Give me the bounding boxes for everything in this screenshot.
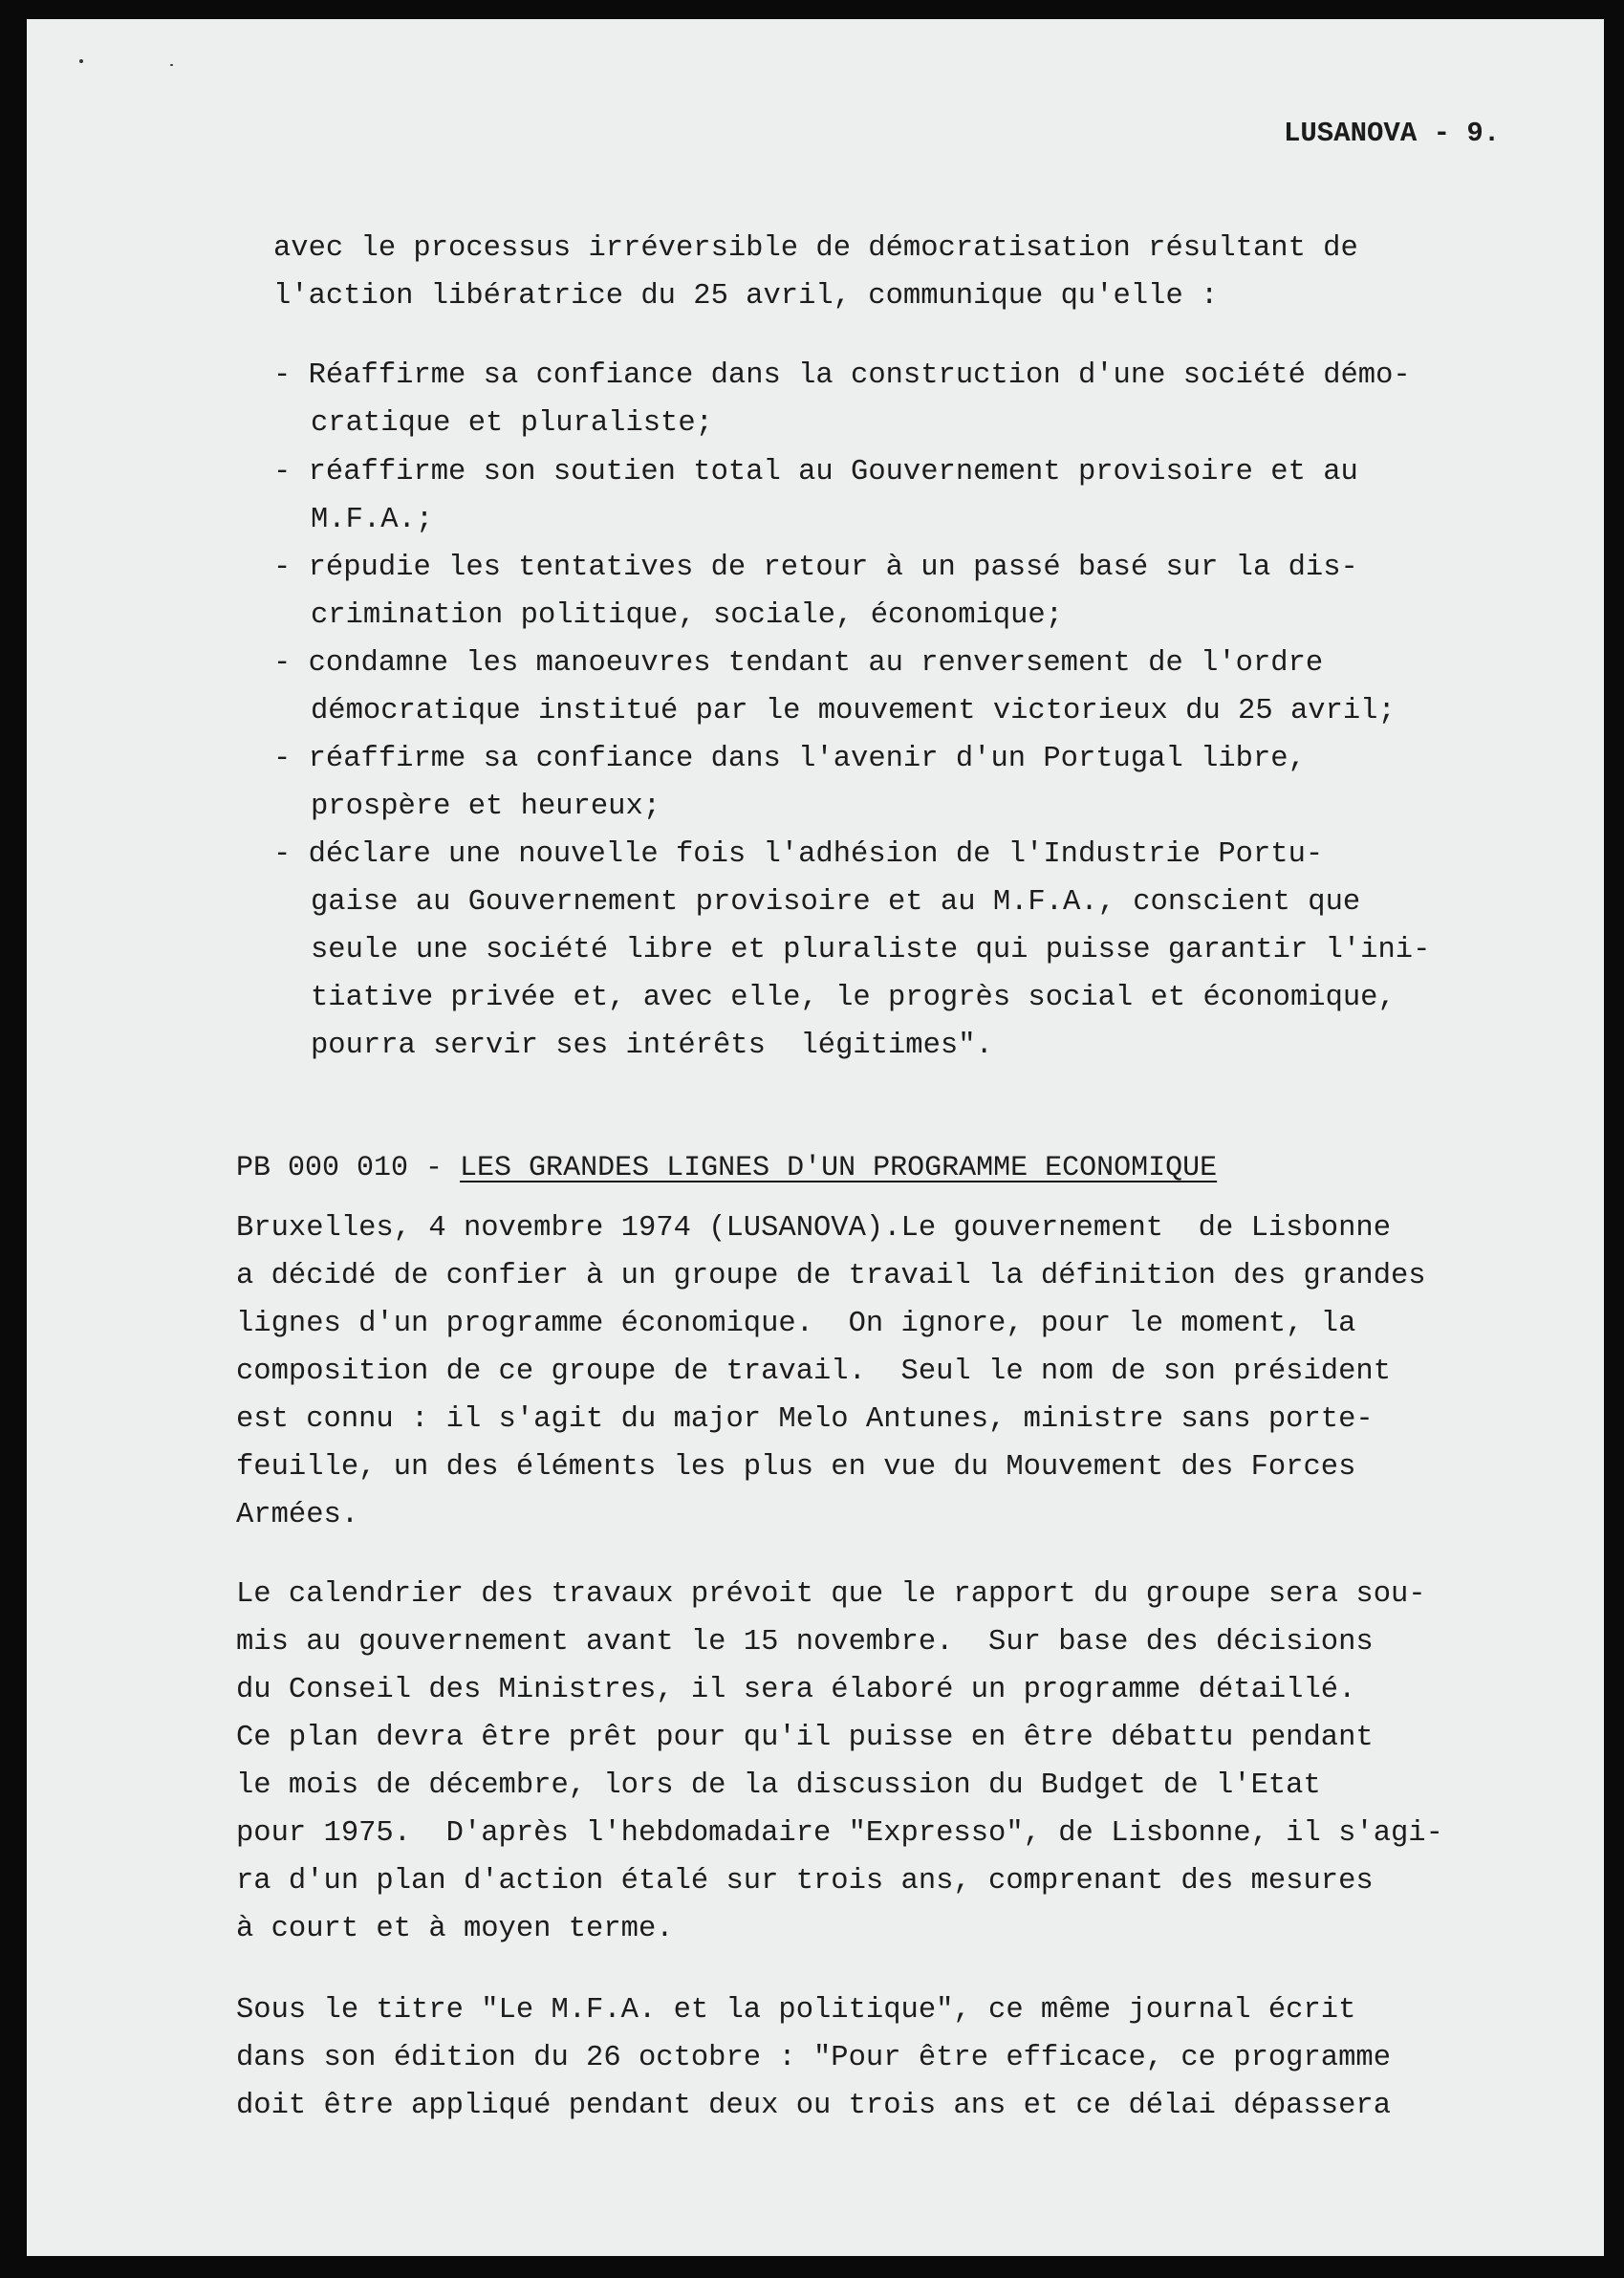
paragraph-line: a décidé de confier à un groupe de travail la définition des grandes <box>236 1260 1426 1292</box>
paper-speck <box>170 64 173 66</box>
bullet-text: condamne les manoeuvres tendant au renversement de l'ordre <box>308 647 1324 680</box>
paragraph-line: Le calendrier des travaux prévoit que le rapport du groupe sera sou- <box>236 1578 1426 1611</box>
bullet-item-2 <box>273 458 1358 488</box>
bullet-continuation: prospère et heureux; <box>311 791 661 823</box>
bullet-continuation: cratique et pluraliste; <box>311 407 713 440</box>
paragraph-line: ra d'un plan d'action étalé sur trois ans, comprenant des mesures <box>236 1865 1374 1898</box>
bullet-continuation: M.F.A.; <box>311 504 434 536</box>
bullet-item-3 <box>273 553 1358 583</box>
bullet-item-4 <box>273 649 1323 679</box>
bullet-marker: - <box>273 552 292 584</box>
intro-line: l'action libératrice du 25 avril, communique qu'elle : <box>273 280 1219 313</box>
paragraph-line: mis au gouvernement avant le 15 novembre. Sur base des décisions <box>236 1626 1374 1659</box>
paragraph-line: Sous le titre "Le M.F.A. et la politique", ce même journal écrit <box>236 1994 1356 2027</box>
bullet-continuation: gaise au Gouvernement provisoire et au M.F.A., conscient que <box>311 886 1361 919</box>
bullet-text: réaffirme sa confiance dans l'avenir d'un Portugal libre, <box>308 743 1306 775</box>
paragraph-line: Ce plan devra être prêt pour qu'il puisse en être débattu pendant <box>236 1722 1374 1754</box>
bullet-text: Réaffirme sa confiance dans la construction d'une société démo- <box>308 359 1411 392</box>
bullet-marker: - <box>273 359 292 392</box>
bullet-marker: - <box>273 743 292 775</box>
bullet-item-5 <box>273 745 1306 774</box>
paragraph-line: composition de ce groupe de travail. Seul le nom de son président <box>236 1356 1391 1388</box>
paragraph-line: Armées. <box>236 1499 359 1531</box>
bullet-continuation: seule une société libre et pluraliste qui puisse garantir l'ini- <box>311 934 1431 966</box>
document-page <box>27 19 1604 2256</box>
bullet-marker: - <box>273 838 292 871</box>
bullet-marker: - <box>273 647 292 680</box>
paragraph-line: doit être appliqué pendant deux ou trois ans et ce délai dépassera <box>236 2090 1391 2122</box>
bullet-marker: - <box>273 456 292 488</box>
paper-speck <box>79 59 83 63</box>
paragraph-line: est connu : il s'agit du major Melo Antunes, ministre sans porte- <box>236 1403 1374 1436</box>
page-header: LUSANOVA - 9. <box>1284 118 1501 149</box>
paragraph-line: le mois de décembre, lors de la discussion du Budget de l'Etat <box>236 1769 1321 1802</box>
paragraph-line: pour 1975. D'après l'hebdomadaire "Expresso", de Lisbonne, il s'agi- <box>236 1817 1443 1850</box>
section-title: LES GRANDES LIGNES D'UN PROGRAMME ECONOMIQUE <box>460 1152 1218 1184</box>
paragraph-line: Bruxelles, 4 novembre 1974 (LUSANOVA).Le gouvernement de Lisbonne <box>236 1212 1391 1245</box>
section-heading <box>236 1152 1217 1184</box>
bullet-continuation: pourra servir ses intérêts légitimes". <box>311 1030 993 1062</box>
paragraph-line: lignes d'un programme économique. On ignore, pour le moment, la <box>236 1308 1356 1340</box>
bullet-item-1 <box>273 361 1411 391</box>
paragraph-line: du Conseil des Ministres, il sera élaboré un programme détaillé. <box>236 1674 1356 1706</box>
intro-line: avec le processus irréversible de démocratisation résultant de <box>273 232 1358 265</box>
bullet-text: réaffirme son soutien total au Gouvernement provisoire et au <box>308 456 1358 488</box>
paragraph-line: feuille, un des éléments les plus en vue du Mouvement des Forces <box>236 1451 1356 1484</box>
bullet-text: répudie les tentatives de retour à un passé basé sur la dis- <box>308 552 1358 584</box>
section-code: PB 000 010 - <box>236 1152 461 1184</box>
bullet-continuation: démocratique institué par le mouvement victorieux du 25 avril; <box>311 695 1396 727</box>
bullet-text: déclare une nouvelle fois l'adhésion de l'Industrie Portu- <box>308 838 1324 871</box>
bullet-continuation: tiative privée et, avec elle, le progrès social et économique, <box>311 982 1396 1014</box>
paragraph-line: dans son édition du 26 octobre : "Pour être efficace, ce programme <box>236 2042 1391 2074</box>
paragraph-line: à court et à moyen terme. <box>236 1913 674 1945</box>
bullet-item-6 <box>273 840 1323 870</box>
bullet-continuation: crimination politique, sociale, économique; <box>311 599 1064 632</box>
